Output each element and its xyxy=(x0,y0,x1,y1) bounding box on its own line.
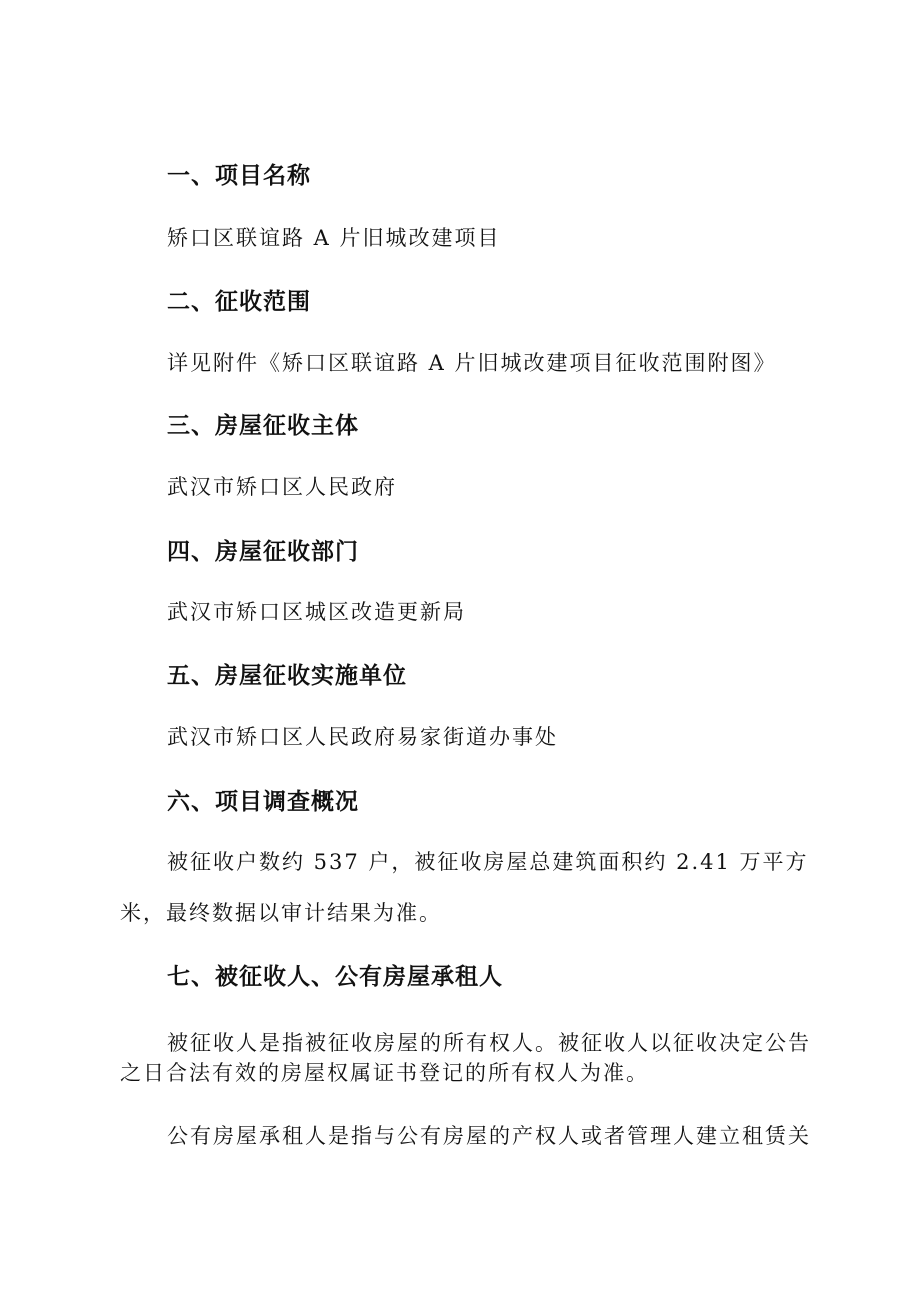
tenant-text-line-1: 公有房屋承租人是指与公有房屋的产权人或者管理人建立租赁关 xyxy=(167,1124,811,1148)
survey-text-line-2: 米，最终数据以审计结果为准。 xyxy=(120,901,442,925)
section-heading-expropriated: 七、被征收人、公有房屋承租人 xyxy=(167,964,503,990)
expropriated-text-line-1: 被征收人是指被征收房屋的所有权人。被征收人以征收决定公告 xyxy=(167,1031,811,1055)
scope-text: 详见附件《矫口区联谊路 A 片旧城改建项目征收范围附图》 xyxy=(167,351,777,375)
section-heading-implementer: 五、房屋征收实施单位 xyxy=(167,663,407,689)
expropriated-text-line-2: 之日合法有效的房屋权属证书登记的所有权人为准。 xyxy=(120,1061,649,1085)
project-name-text: 矫口区联谊路 A 片旧城改建项目 xyxy=(167,226,501,250)
section-heading-subject: 三、房屋征收主体 xyxy=(167,413,359,439)
department-text: 武汉市矫口区城区改造更新局 xyxy=(167,600,466,624)
section-heading-project-name: 一、项目名称 xyxy=(167,163,311,189)
implementer-text: 武汉市矫口区人民政府易家街道办事处 xyxy=(167,725,558,749)
subject-text: 武汉市矫口区人民政府 xyxy=(167,475,397,499)
section-heading-survey: 六、项目调查概况 xyxy=(167,789,359,815)
survey-text-line-1: 被征收户数约 537 户，被征收房屋总建筑面积约 2.41 万平方 xyxy=(167,850,809,874)
section-heading-scope: 二、征收范围 xyxy=(167,289,311,315)
section-heading-department: 四、房屋征收部门 xyxy=(167,539,359,565)
